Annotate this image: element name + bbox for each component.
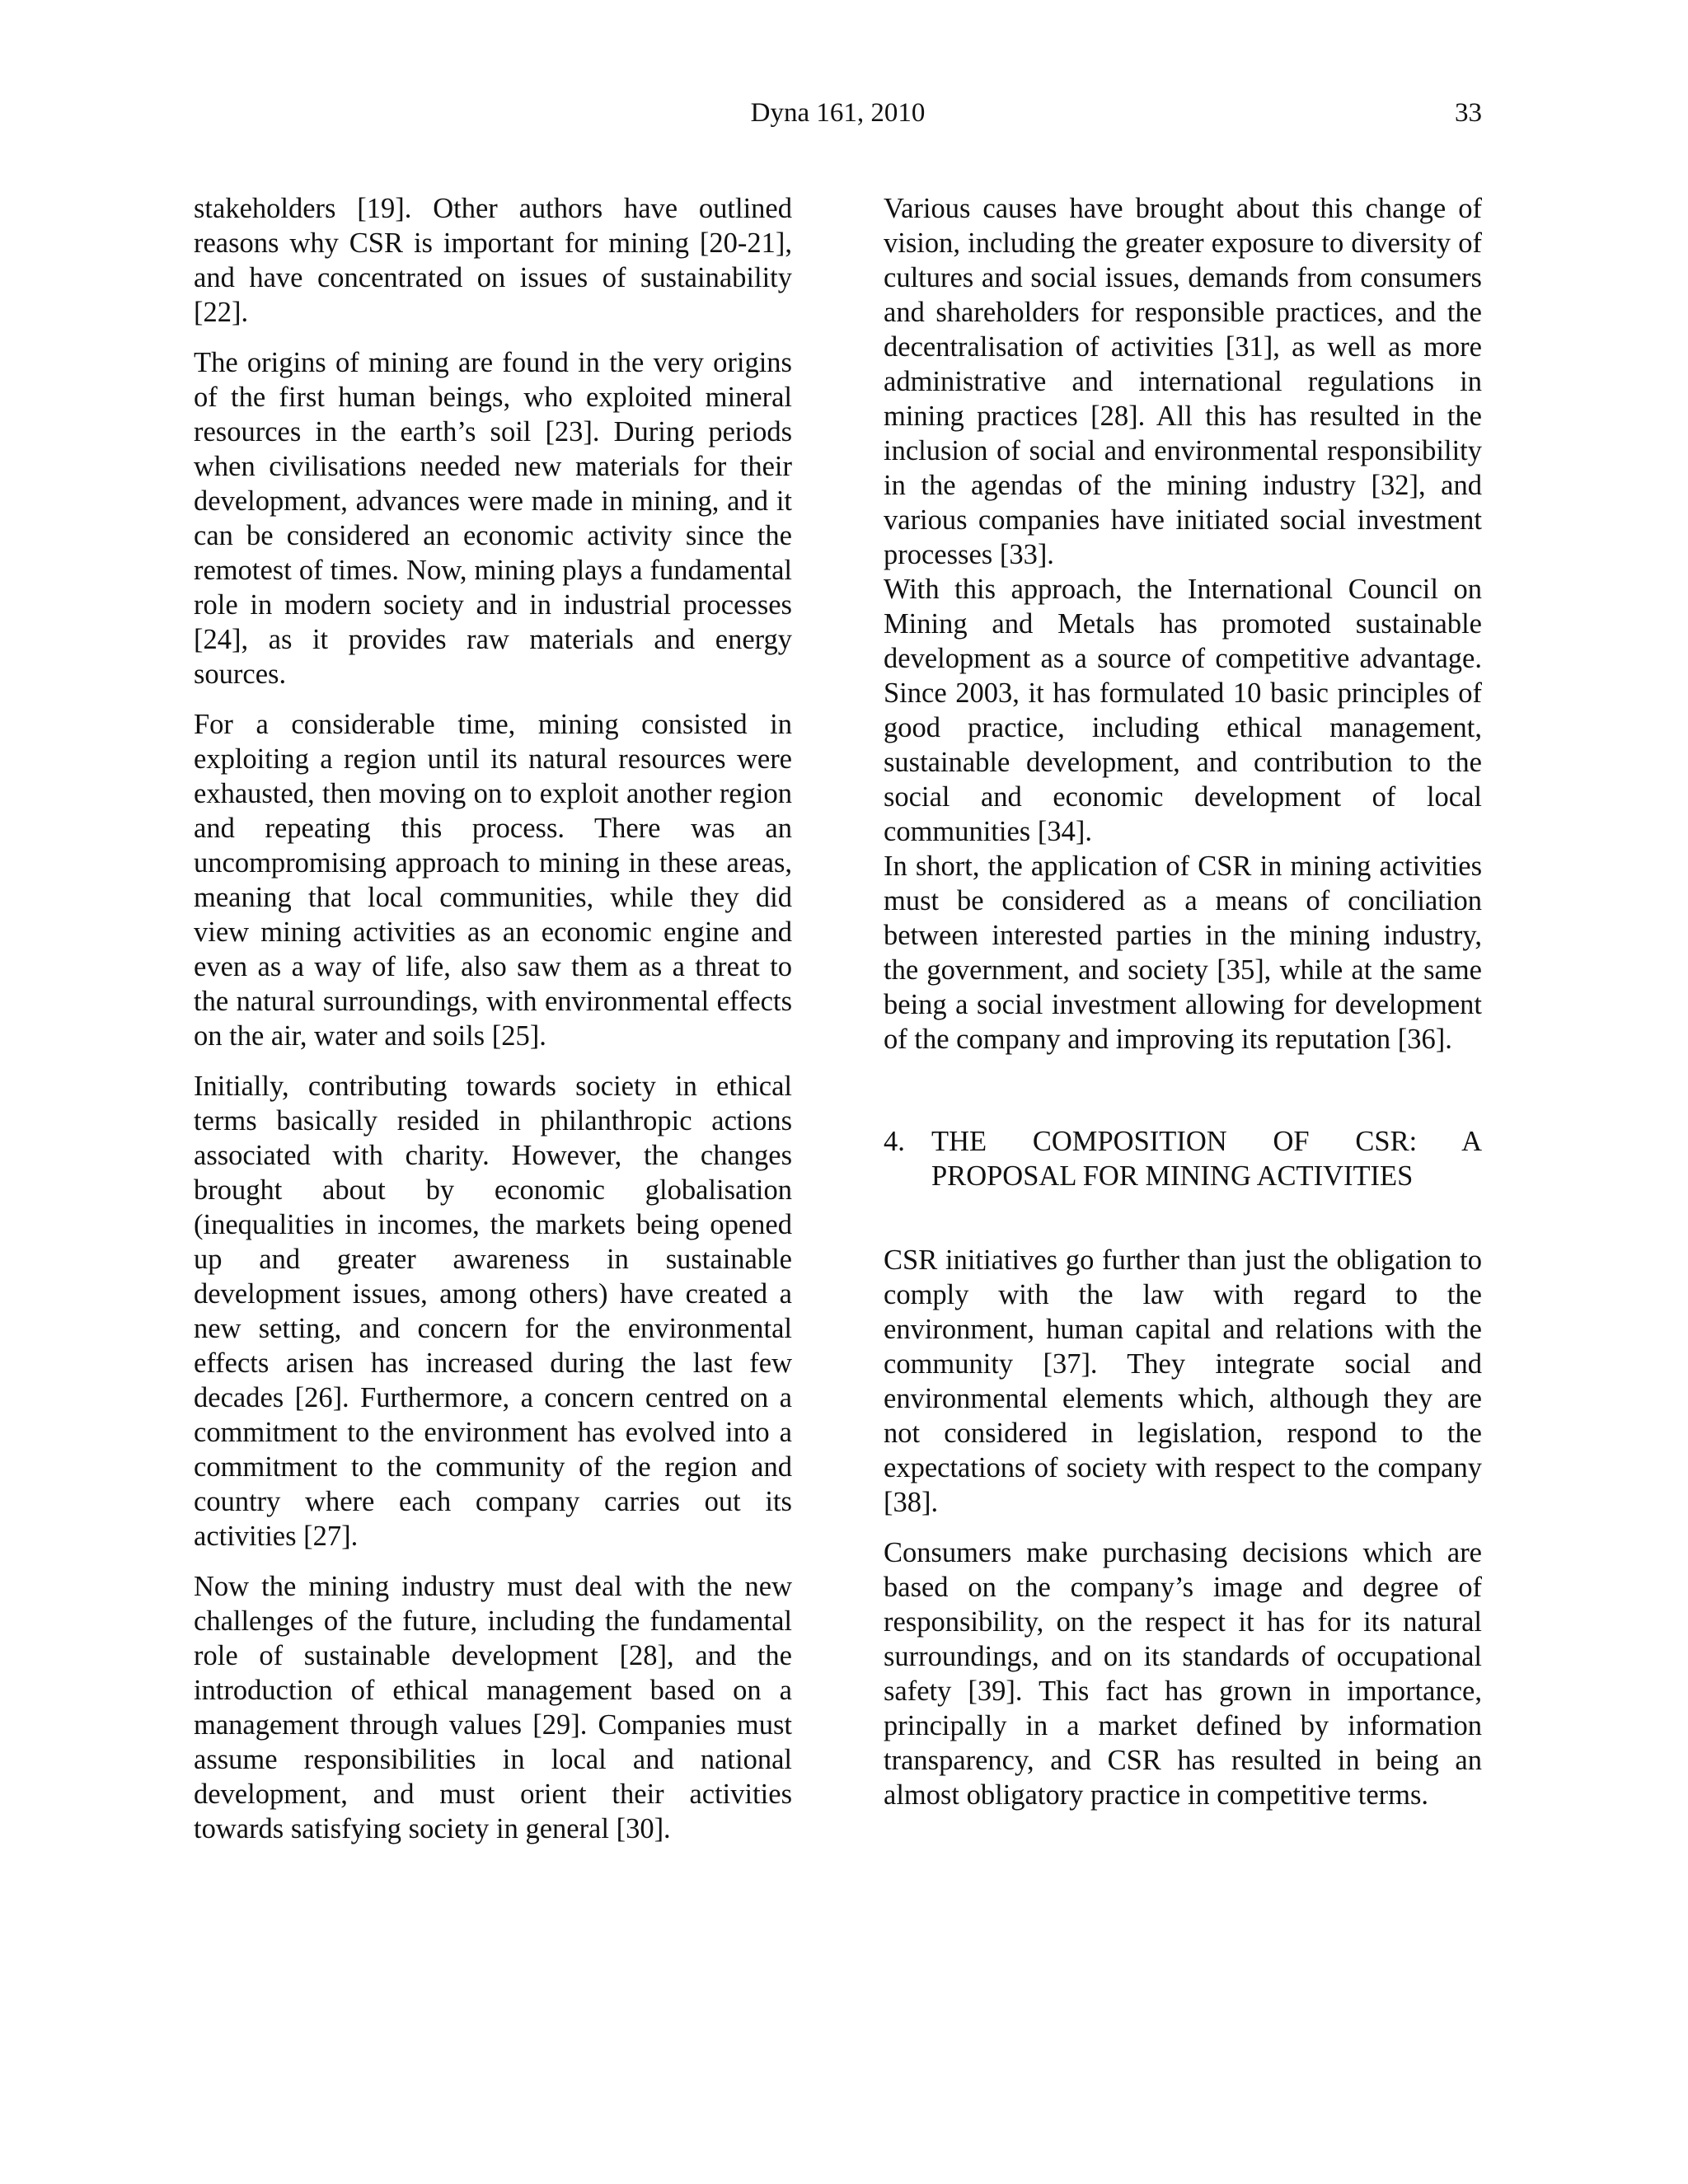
section-title-line: THE COMPOSITION OF CSR: A <box>931 1126 1482 1157</box>
running-header <box>194 92 1482 134</box>
journal-citation: Dyna 161, 2010 <box>750 98 926 128</box>
body-paragraph: Consumers make purchasing decisions which are based on the company’s image and degree of responsibility, on the respect it has for its natural surroundings, and on its standards of occupational safety [39]. This fact has grown in importance, principally in a market defined by information transparency, and CSR has resulted in being an almost obligatory practice in competitive terms. <box>884 1537 1482 1811</box>
body-paragraph: The origins of mining are found in the very origins of the first human beings, who exploited mineral resources in the earth’s soil [23]. During periods when civilisations needed new materials for their development, advances were made in mining, and it can be considered an economic activity since the remotest of times. Now, mining plays a fundamental role in modern society and in industrial processes [24], as it provides raw materials and energy sources. <box>194 347 792 690</box>
body-paragraph: Now the mining industry must deal with the new challenges of the future, including the fundamental role of sustainable development [28], and the introduction of ethical management based on a management through values [29]. Companies must assume responsibilities in local and national development, and must orient their activities towards satisfying society in general [30]. <box>194 1571 792 1844</box>
section-number: 4. <box>884 1126 905 1157</box>
body-paragraph: Initially, contributing towards society in ethical terms basically resided in philanthropic actions associated with charity. However, the changes brought about by economic globalisation (inequalities in incomes, the markets being opened up and greater awareness in sustainable development issues, among others) have created a new setting, and concern for the environmental effects arisen has increased during the last few decades [26]. Furthermore, a concern centred on a commitment to the environment has evolved into a commitment to the community of the region and country where each company carries out its activities [27]. <box>194 1071 792 1552</box>
body-paragraph: In short, the application of CSR in mining activities must be considered as a means of conciliation between interested parties in the mining industry, the government, and society [35], while at the same being a social investment allowing for development of the company and improving its reputation [36]. <box>884 851 1482 1055</box>
page-number: 33 <box>1455 98 1482 128</box>
right-column <box>884 191 1482 1828</box>
left-column <box>194 191 792 1862</box>
section-title <box>931 1124 1482 1193</box>
section-heading <box>884 1124 1482 1193</box>
body-paragraph: For a considerable time, mining consisted in exploiting a region until its natural resources were exhausted, then moving on to exploit another region and repeating this process. There was an uncompromising approach to mining in these areas, meaning that local communities, while they did view mining activities as an economic engine and even as a way of life, also saw them as a threat to the natural surroundings, with environmental effects on the air, water and soils [25]. <box>194 709 792 1052</box>
body-paragraph: With this approach, the International Council on Mining and Metals has promoted sustainable development as a source of competitive advantage. Since 2003, it has formulated 10 basic principles of good practice, including ethical management, sustainable development, and contribution to the social and economic development of local communities [34]. <box>884 574 1482 847</box>
body-paragraph: Various causes have brought about this change of vision, including the greater exposure to diversity of cultures and social issues, demands from consumers and shareholders for responsible practices, and the decentralisation of activities [31], as well as more administrative and international regulations in mining practices [28]. All this has resulted in the inclusion of social and environmental responsibility in the agendas of the mining industry [32], and various companies have initiated social investment processes [33]. <box>884 193 1482 570</box>
body-paragraph: CSR initiatives go further than just the obligation to comply with the law with regard to the environment, human capital and relations with the community [37]. They integrate social and environmental elements which, although they are not considered in legislation, respond to the expectations of society with respect to the company [38]. <box>884 1244 1482 1518</box>
section-title-line: PROPOSAL FOR MINING ACTIVITIES <box>931 1160 1414 1192</box>
body-paragraph: stakeholders [19]. Other authors have outlined reasons why CSR is important for mining [20-21], and have concentrated on issues of sustainability [22]. <box>194 193 792 328</box>
